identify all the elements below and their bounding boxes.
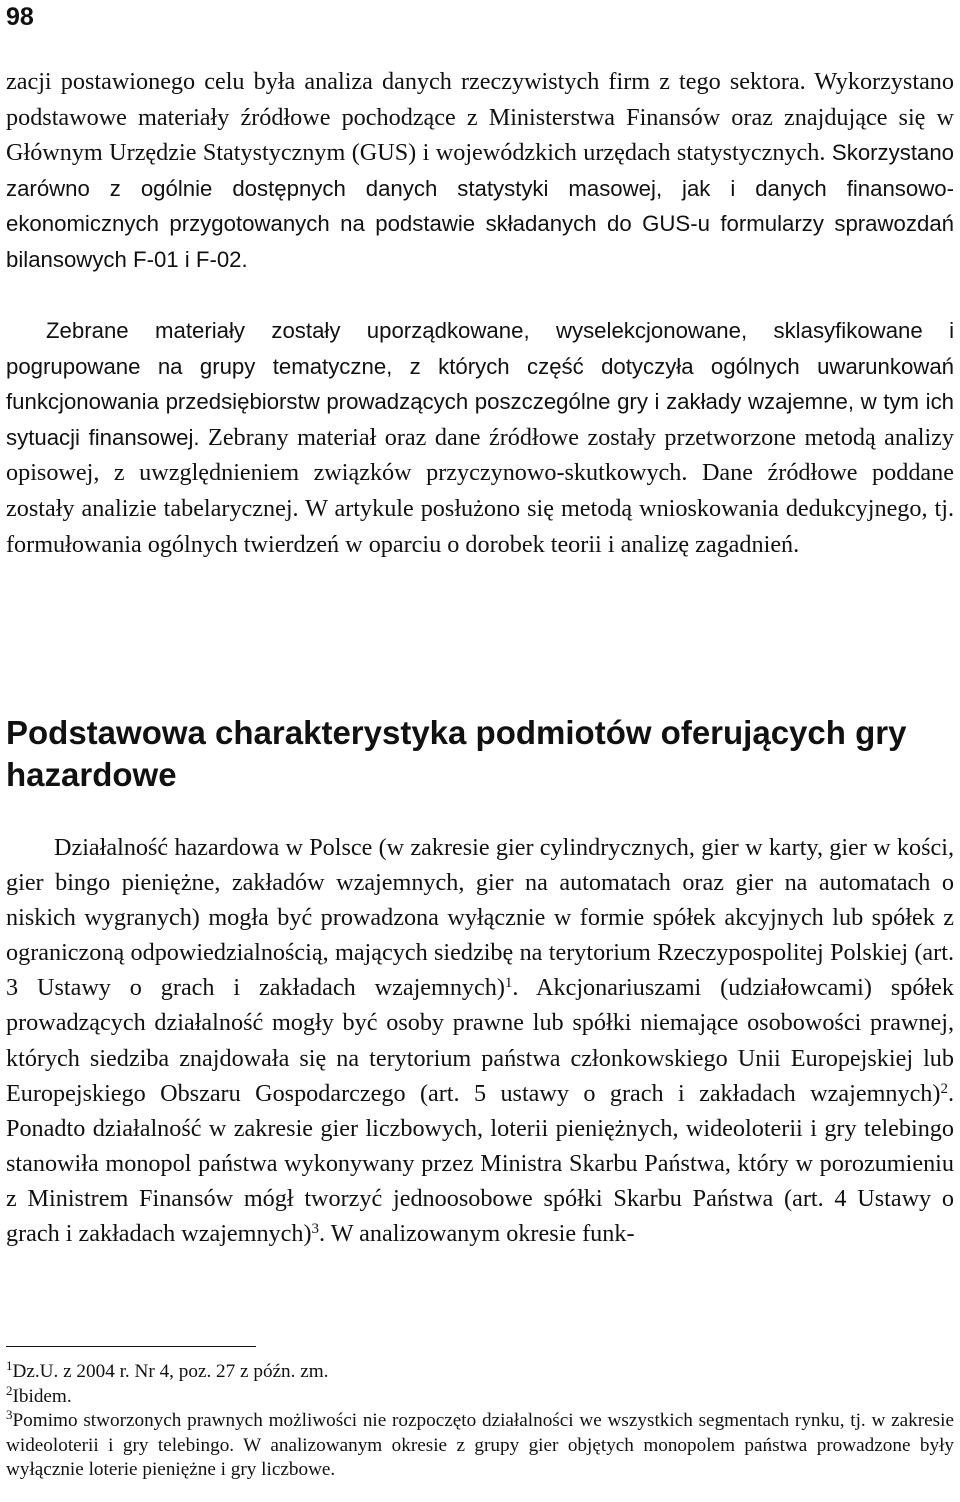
body-paragraph-materials	[6, 313, 954, 562]
footnote-ref-3[interactable]: 3	[311, 1221, 320, 1238]
paragraph-text-sans: Zebrane materiały zostały uporządkowane, wyselekcjonowane, sklasyfikowane i pogrupowane na grupy tematyczne, z których część dotyczyła ogólnych uwarunkowań funkcjonowania przedsiębiorstw prowadzących poszczególne gry i zakłady wzajemne, w tym ich sytuacji finansowej.	[6, 318, 954, 450]
footnote-marker: 3	[6, 1407, 13, 1422]
footnote-divider	[6, 1346, 256, 1347]
body-paragraph-methodology	[6, 64, 954, 278]
footnote-text: Pomimo stworzonych prawnych możliwości nie rozpoczęto działalności we wszystkich segmentach rynku, tj. w zakresie wideoloterii i gry telebingo. W analizowanym okresie z grupy gier objętych monopolem państwa prowadzone były wyłącznie loterie pieniężne i gry liczbowe.	[6, 1410, 954, 1480]
paragraph-text: Działalność hazardowa w Polsce (w zakresie gier cylindrycznych, gier w karty, gier w kości, gier bingo pieniężne, zakładów wzajemnych, gier na automatach oraz gier na automatach o niskich wygranych) mogła być prowadzona wyłącznie w formie spółek akcyjnych lub spółek z ograniczoną odpowiedzialnością, mających siedzibę na terytorium Rzeczypospolitej Polskiej (art. 3 Ustawy o grach i zakładach wzajemnych)	[6, 834, 954, 1002]
paragraph-text-serif: zacji postawionego celu była analiza danych rzeczywistych firm z tego sektora. Wykorzystano podstawowe materiały źródłowe pochodzące z Ministerstwa Finansów oraz znajdujące się w Głównym Urzędzie Statystycznym (GUS) i wojewódzkich urzędach statystycznych.	[6, 68, 954, 167]
footnote-marker: 2	[6, 1382, 13, 1398]
footnote-ref-1[interactable]: 1	[504, 975, 513, 992]
footnotes	[6, 1360, 954, 1483]
footnote-ref-2[interactable]: 2	[940, 1080, 948, 1097]
paragraph-text: . W analizowanym okresie funk-	[319, 1220, 635, 1248]
footnote-1	[6, 1360, 954, 1385]
paragraph-text-sans: Skorzystano zarówno z ogólnie dostępnych danych statystyki masowej, jak i danych finansowo-ekonomicznych przygotowanych na podstawie składanych do GUS-u formularzy sprawozdań bilansowych F-01 i F-02.	[6, 140, 955, 272]
footnote-text: Dz.U. z 2004 r. Nr 4, poz. 27 z późn. zm.	[12, 1361, 329, 1382]
paragraph-text-serif: Zebrany materiał oraz dane źródłowe zostały przetworzone metodą analizy opisowej, z uwzględnieniem związków przyczynowo-skutkowych. Dane źródłowe poddane zostały analizie tabelarycznej. W artykule posłużono się metodą wnioskowania dedukcyjnego, tj. formułowania ogólnych twierdzeń w oparciu o dorobek teorii i analizę zagadnień.	[6, 423, 954, 558]
section-heading: Podstawowa charakterystyka podmiotów oferujących gry hazardowe	[6, 714, 907, 793]
page-number: 98	[6, 3, 34, 31]
body-paragraph-characteristics	[6, 830, 954, 1251]
footnote-2	[6, 1382, 954, 1410]
footnote-text: Ibidem.	[12, 1385, 72, 1407]
paragraph-text: . Ponadto działalność w zakresie gier liczbowych, loterii pieniężnych, wideoloterii i gry telebingo stanowiła monopol państwa wykonywany przez Ministra Skarbu Państwa, który w porozumieniu z Ministrem Finansów mógł tworzyć jednoosobowe spółki Skarbu Państwa (art. 4 Ustawy o grach i zakładach wzajemnych)	[6, 1079, 954, 1248]
paragraph-text: . Akcjonariuszami (udziałowcami) spółek prowadzących działalność mogły być osoby prawne lub spółki niemające osobowości prawnej, których siedziba znajdowała się na terytorium państwa członkowskiego Unii Europejskiej lub Europejskiego Obszaru Gospodarczego (art. 5 ustawy o grach i zakładach wzajemnych)	[6, 974, 954, 1107]
footnote-marker: 1	[6, 1358, 13, 1373]
footnote-3	[6, 1409, 954, 1483]
